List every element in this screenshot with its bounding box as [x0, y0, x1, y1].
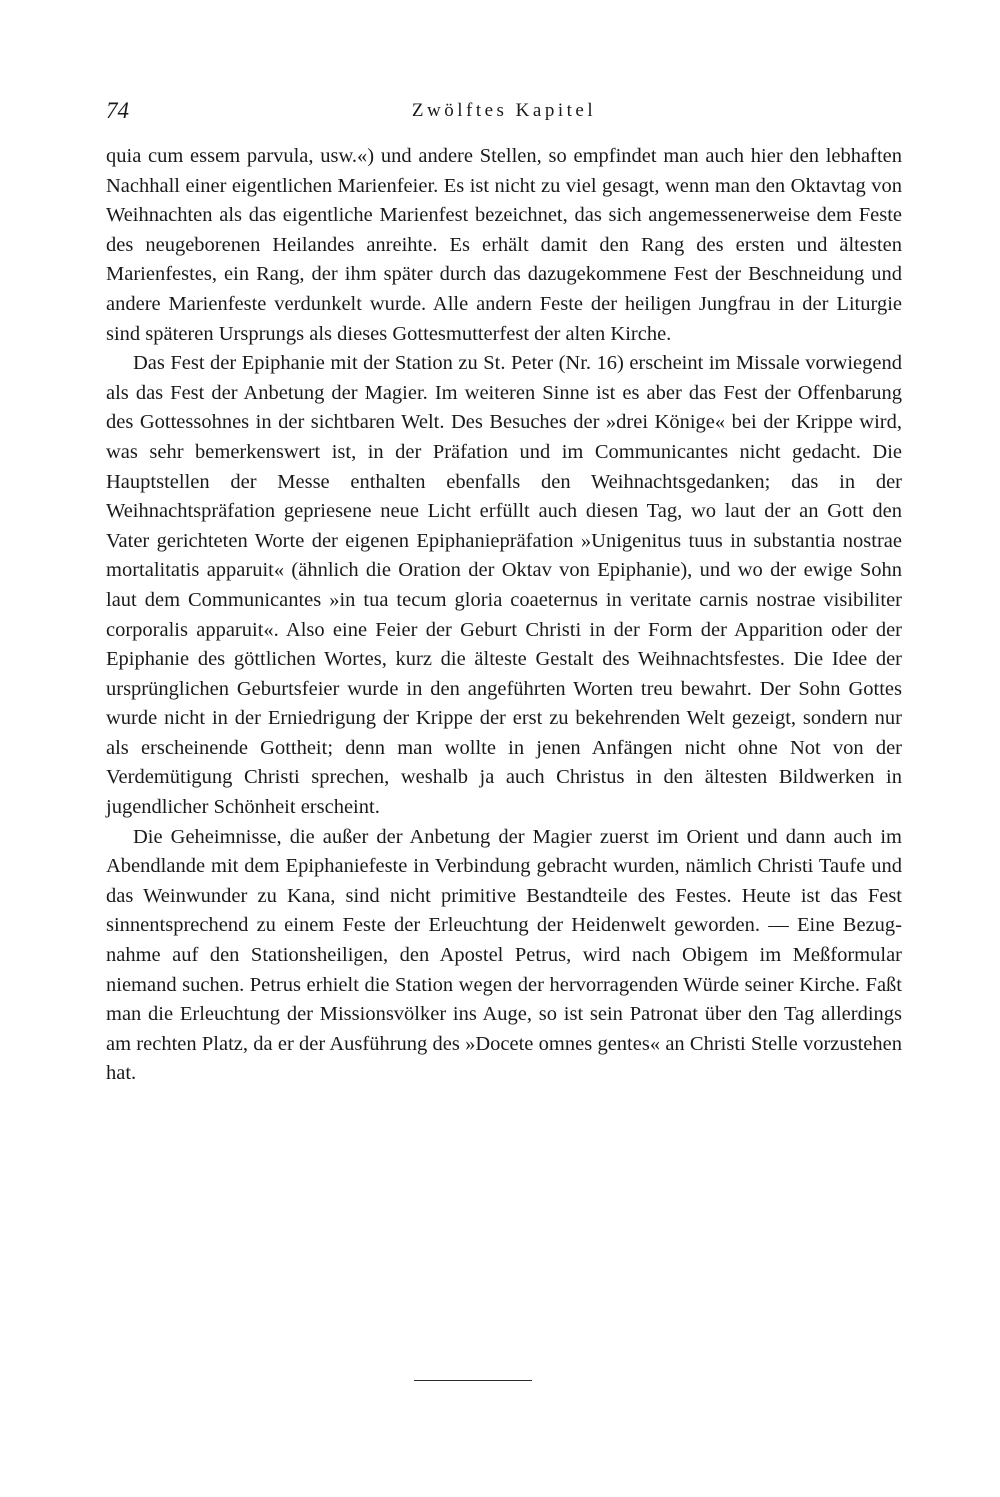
paragraph-mysteries: Die Geheimnisse, die außer der Anbetung der Magier zuerst im Orient und dann auch im Abendlande mit dem Epiphaniefeste in Verbindung gebracht wurden, nämlich Christi Taufe und das Weinwunder zu Kana, sind nicht primitive Bestandteile des Festes. Heute ist das Fest sinnentsprechend zu einem Feste der Erleuchtung der Heidenwelt geworden. — Eine Bezugnahme auf den Stationsheiligen, den Apostel Petrus, wird nach Obigem im Meßformular niemand suchen. Petrus erhielt die Station wegen der hervorragenden Würde seiner Kirche. Faßt man die Erleuchtung der Missionsvölker ins Auge, so ist sein Patronat über den Tag allerdings am rechten Platz, da er der Ausführung des »Docete omnes gentes« an Christi Stelle vorzustehen hat. [106, 825, 902, 1085]
paragraph-epiphany: Das Fest der Epiphanie mit der Station zu St. Peter (Nr. 16) erscheint im Missale vorwiegend als das Fest der Anbetung der Magier. Im weiteren Sinne ist es aber das Fest der Offenbarung des Gottessohnes in der sichtbaren Welt. Des Besuches der »drei Könige« bei der Krippe wird, was sehr bemerkenswert ist, in der Präfation und im Communicantes nicht gedacht. Die Hauptstellen der Messe enthalten ebenfalls den Weihnachtsgedanken; das in der Weihnachtspräfation gepriesene neue Licht erfüllt auch diesen Tag, wo laut der an Gott den Vater gerichteten Worte der eigenen Epiphaniepräfation »Unigenitus tuus in substantia nostrae mortalitatis apparuit« (ähnlich die Oration der Oktav von Epiphanie), und wo der ewige Sohn laut dem Communicantes »in tua tecum gloria coaeternus in veritate carnis nostrae visibiliter corporalis apparuit«. Also eine Feier der Geburt Christi in der Form der Apparition oder der Epiphanie des göttlichen Wortes, kurz die älteste Gestalt des Weihnachtsfestes. Die Idee der ursprünglichen Geburtsfeier wurde in den angeführten Worten treu bewahrt. Der Sohn Gottes wurde nicht in der Erniedrigung der Krippe der erst zu bekehrenden Welt gezeigt, sondern nur als erscheinende Gottheit; denn man wollte in jenen Anfängen nicht ohne Not von der Verdemütigung Christi sprechen, weshalb ja auch Christus in den ältesten Bildwerken in jugendlicher Schönheit erscheint. [106, 352, 902, 819]
text-body [106, 142, 902, 1089]
chapter-title: Zwölftes Kapitel [411, 100, 597, 121]
paragraph-continuation: quia cum essem parvula, usw.«) und andere Stellen, so empfindet man auch hier den lebhaften Nachhall einer eigentlichen Marienfeier. Es ist nicht zu viel gesagt, wenn man den Oktavtag von Weihnachten als das eigentliche Marienfest bezeichnet, das sich angemessenerweise dem Feste des neugeborenen Heilandes anreihte. Es erhält damit den Rang des ersten und ältesten Marienfestes, ein Rang, der ihm später durch das dazugekommene Fest der Beschneidung und andere Marienfeste verdunkelt wurde. Alle andern Feste der heiligen Jungfrau in der Liturgie sind späteren Ursprungs als dieses Gottesmutterfest der alten Kirche. [106, 145, 902, 345]
running-head [106, 96, 902, 132]
page-number: 74 [106, 98, 129, 123]
book-page [106, 96, 902, 1089]
section-end-rule [414, 1380, 532, 1381]
